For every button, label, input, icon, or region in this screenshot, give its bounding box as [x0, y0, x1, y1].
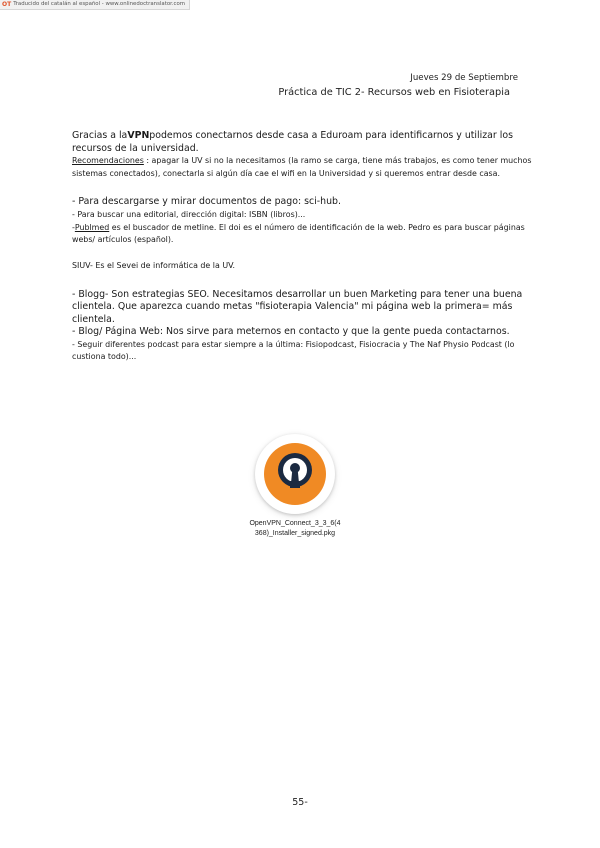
page-number: 55- — [292, 797, 308, 808]
attachment-filename[interactable] — [236, 519, 354, 538]
recommendations-label: Recomendaciones — [72, 156, 144, 165]
isbn-line: - Para buscar una editorial, dirección digital: ISBN (libros)... — [72, 209, 306, 219]
blogg-paragraph: - Blogg- Son estrategias SEO. Necesitamos desarrollar un buen Marketing para tener una buena clientela. Que aparezca cuando metas "fisioterapia Valencia" mi página web la primera= más clientela. — [72, 288, 523, 325]
document-date: Jueves 29 de Septiembre — [410, 73, 518, 83]
translator-banner[interactable] — [0, 0, 190, 10]
openvpn-icon[interactable] — [255, 434, 335, 514]
document-subject: Práctica de TIC 2- Recursos web en Fisioterapia — [278, 87, 510, 98]
blog-web-line: - Blog/ Página Web: Nos sirve para meternos en contacto y que la gente pueda contactarnos. — [72, 326, 510, 338]
siuv-line: SIUV- Es el Sevei de informática de la UV. — [72, 261, 235, 271]
vpn-keyword: VPN — [127, 130, 150, 141]
translator-logo-icon: OT — [2, 1, 12, 8]
openvpn-logo-svg — [262, 441, 328, 507]
vpn-paragraph — [72, 130, 532, 155]
recommendations-text: : apagar la UV si no la necesitamos (la ramo se carga, tiene más trabajos, es como tener muchos sistemas conectados), conectarla si algún día cae el wifi en la Universidad y si queremos entrar desde casa. — [72, 156, 532, 178]
vpn-text-pre: Gracias a la — [72, 130, 128, 141]
filename-line-1: OpenVPN_Connect_3_3_6(4 — [249, 520, 341, 527]
pubmed-text: es el buscador de metline. El doi es el número de identificación de la web. Pedro es para buscar páginas webs/ artículos (español). — [72, 222, 525, 245]
scihub-line: - Para descargarse y mirar documentos de pago: sci-hub. — [72, 196, 341, 208]
pubmed-dash: - — [72, 222, 75, 232]
attachment-file[interactable] — [236, 434, 354, 538]
pubmed-label: Publmed — [74, 222, 110, 232]
document-body — [72, 130, 532, 364]
recommendations-paragraph — [72, 155, 532, 180]
vpn-text-post: podemos conectarnos desde casa a Eduroam para identificarnos y utilizar los recursos de la universidad. — [72, 130, 513, 154]
podcast-paragraph: - Seguir diferentes podcast para estar siempre a la última: Fisiopodcast, Fisiocracia y The Naf Physio Podcast (lo custiona todo)... — [72, 339, 515, 362]
translator-banner-text: Traducido del catalán al español - www.onlinedoctranslator.com — [13, 1, 186, 7]
filename-line-2: 368)_Installer_signed.pkg — [254, 529, 336, 537]
pubmed-paragraph — [72, 222, 532, 247]
